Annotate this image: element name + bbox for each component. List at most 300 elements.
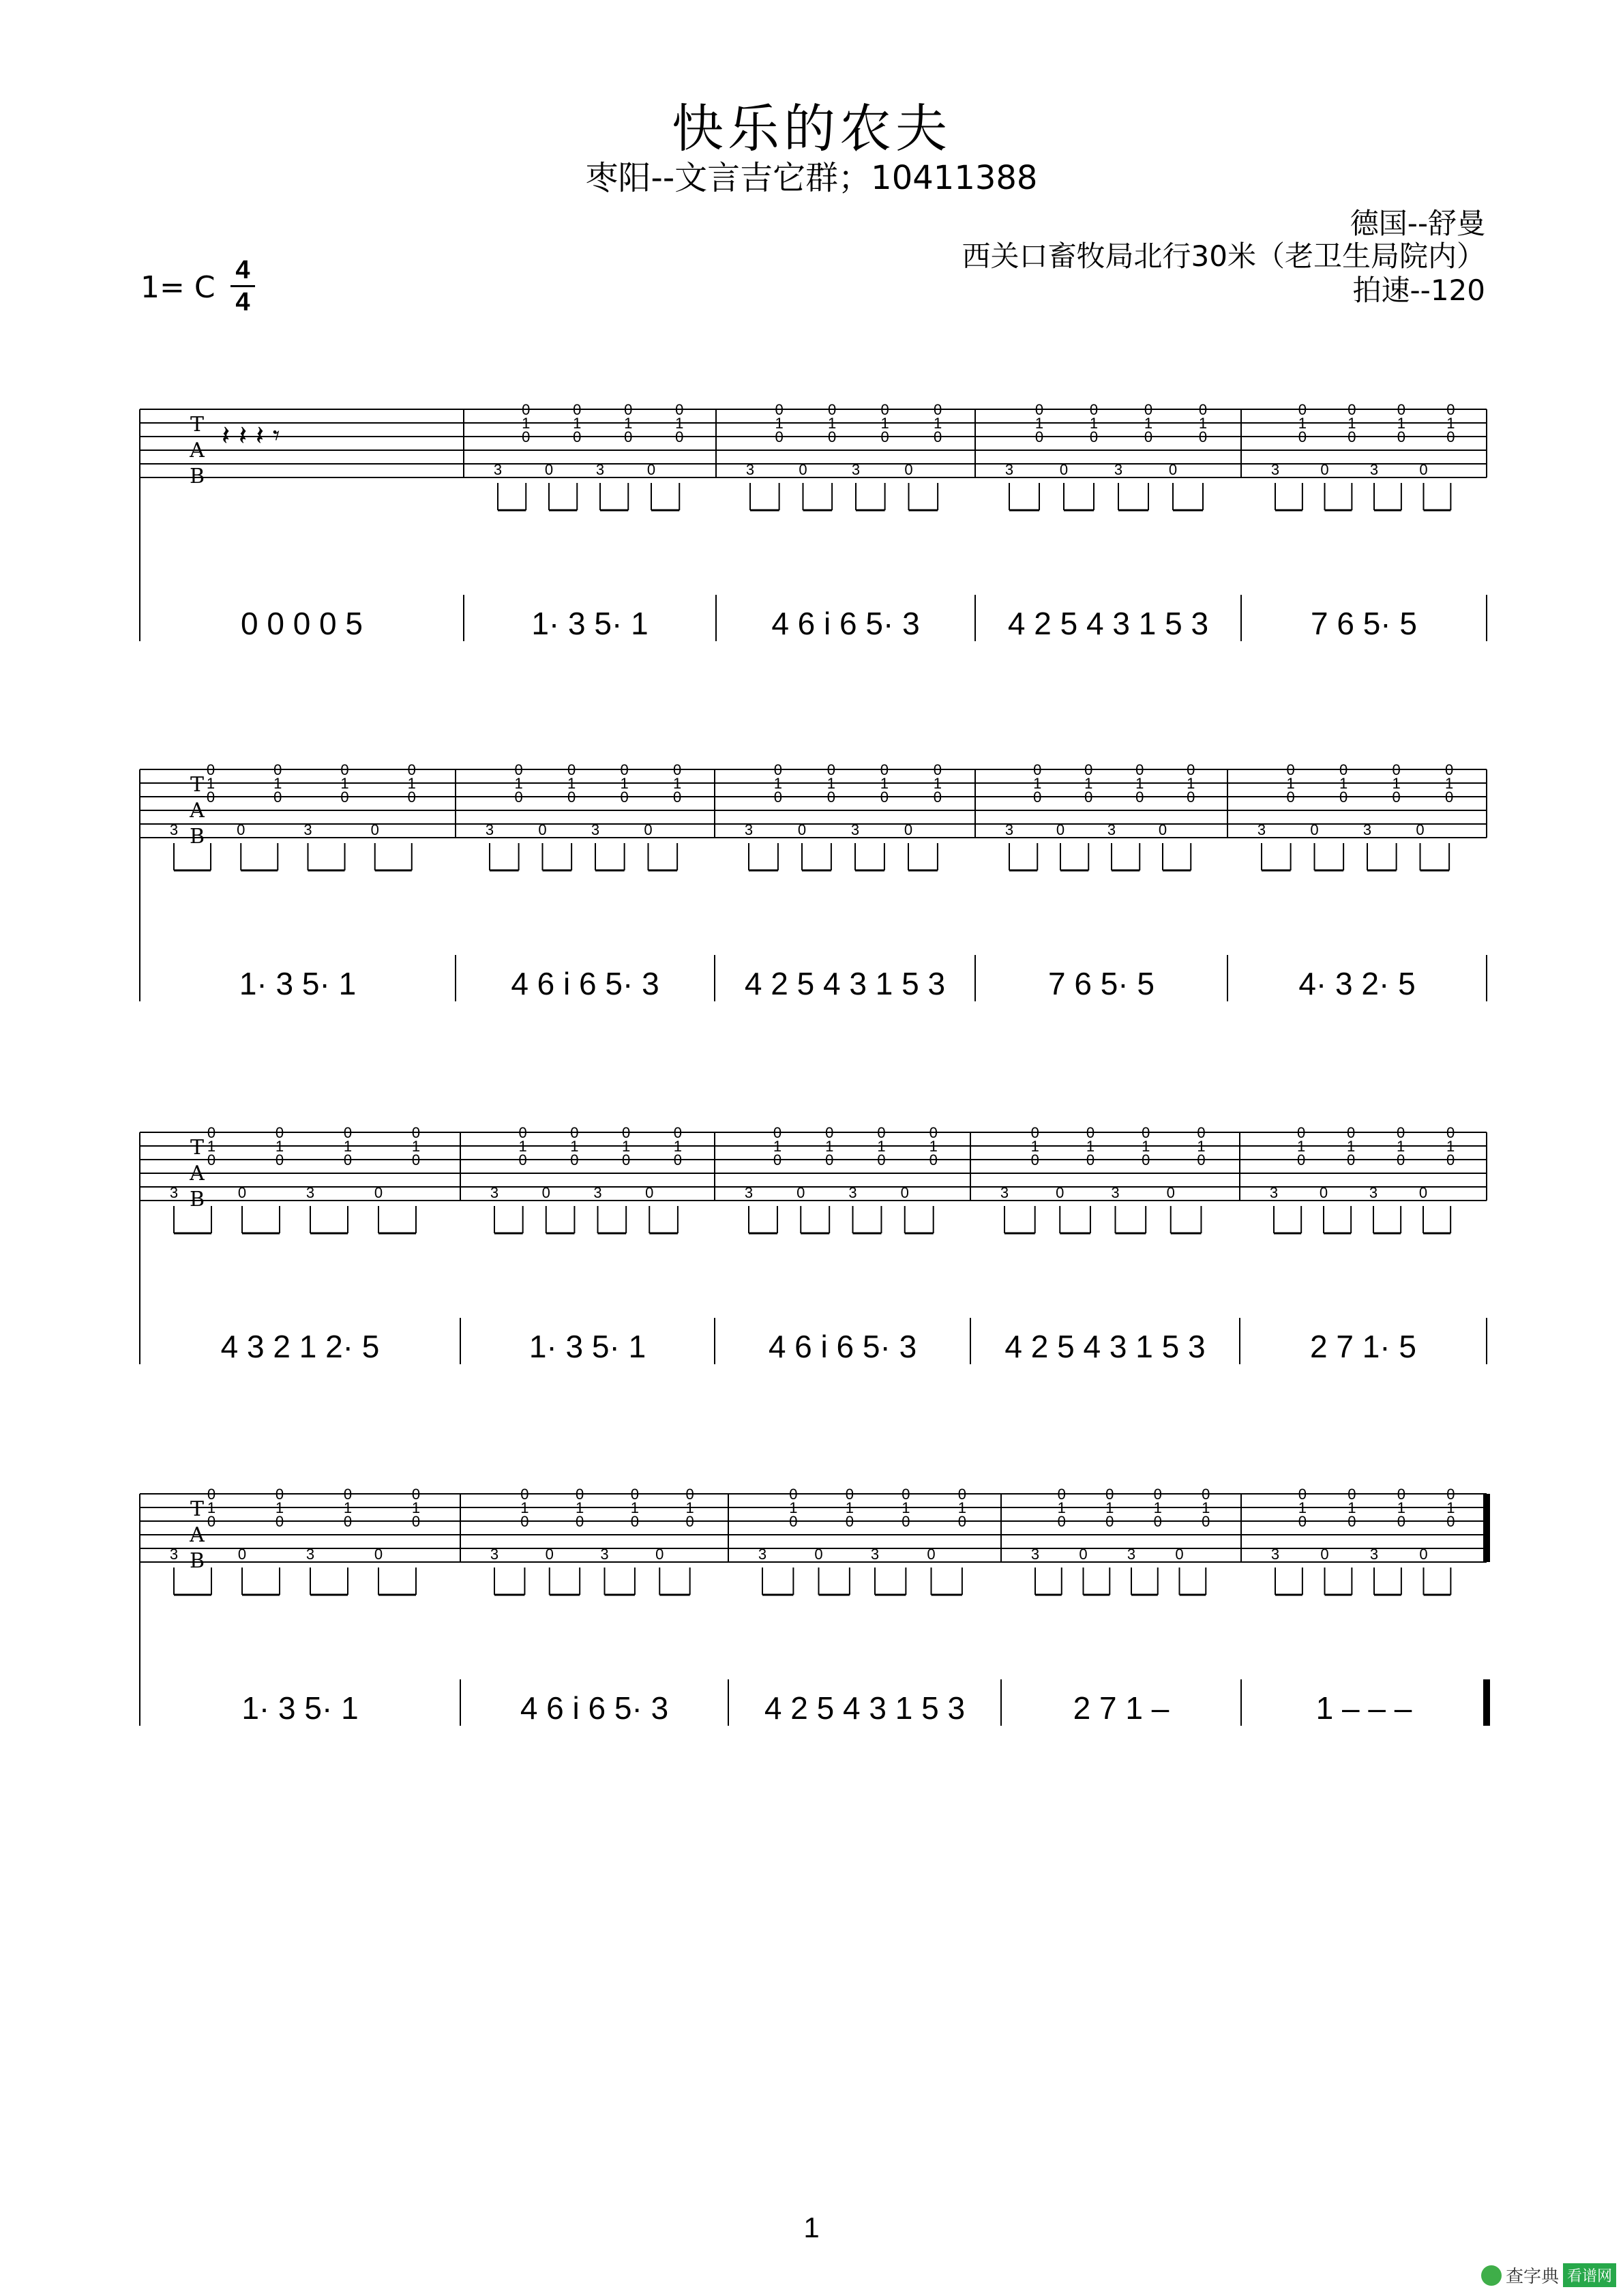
tab-fret-number: 0	[1319, 1184, 1328, 1201]
tab-fret-number: 0	[1397, 1513, 1405, 1530]
tab-fret-number: 3	[744, 1184, 754, 1201]
tab-fret-number: 1	[1084, 775, 1093, 792]
tab-fret-number: 1	[1446, 1499, 1455, 1516]
tab-fret-number: 1	[1142, 1138, 1150, 1155]
tab-fret-number: 1	[673, 1138, 683, 1155]
tab-fret-number: 3	[848, 1184, 857, 1201]
tab-fret-number: 0	[673, 1124, 683, 1141]
site-watermark	[1481, 2263, 1616, 2288]
tab-fret-number: 0	[775, 428, 784, 445]
tab-fret-number: 0	[620, 761, 629, 778]
jianpu-measure: 4 2 5 4 3 1 5 3	[1004, 1329, 1206, 1364]
tab-fret-number: 3	[169, 821, 179, 838]
tab-fret-number: 0	[1202, 1513, 1210, 1530]
tab-fret-number: 0	[1105, 1486, 1114, 1503]
tab-fret-number: 1	[275, 1499, 284, 1516]
tab-fret-number: 1	[273, 775, 282, 792]
tab-fret-number: 0	[206, 761, 215, 778]
jianpu-measure: 2 7 1 –	[1073, 1690, 1170, 1726]
tab-fret-number: 0	[567, 789, 576, 806]
tab-fret-number: 0	[520, 1486, 529, 1503]
tab-clef-letter: T	[190, 1497, 205, 1521]
tab-fret-number: 1	[624, 415, 633, 432]
tab-fret-number: 3	[493, 461, 503, 478]
tab-fret-number: 0	[929, 1151, 938, 1168]
watermark-badge: 看谱网	[1563, 2263, 1616, 2287]
jianpu-measure: 7 6 5· 5	[1048, 966, 1155, 1001]
tab-fret-number: 0	[624, 428, 633, 445]
tab-fret-number: 0	[957, 1486, 966, 1503]
tab-fret-number: 1	[1446, 1138, 1455, 1155]
tab-fret-number: 0	[773, 1124, 782, 1141]
tab-fret-number: 1	[573, 415, 582, 432]
tab-fret-number: 0	[1135, 761, 1144, 778]
tab-fret-number: 1	[567, 775, 576, 792]
tab-fret-number: 0	[1298, 1513, 1307, 1530]
tab-fret-number: 1	[1297, 1138, 1306, 1155]
tab-fret-number: 3	[850, 821, 860, 838]
tab-fret-number: 1	[1153, 1499, 1162, 1516]
tab-fret-number: 0	[845, 1486, 854, 1503]
tab-fret-number: 0	[775, 401, 784, 418]
tab-fret-number: 0	[1310, 821, 1319, 838]
tab-fret-number: 1	[343, 1499, 353, 1516]
tab-fret-number: 0	[576, 1486, 584, 1503]
tab-fret-number: 3	[1107, 821, 1116, 838]
tab-fret-number: 0	[411, 1513, 421, 1530]
tab-fret-number: 3	[306, 1546, 315, 1563]
tab-fret-number: 0	[343, 1124, 353, 1141]
tab-fret-number: 1	[1086, 1138, 1095, 1155]
tab-fret-number: 1	[1339, 775, 1348, 792]
tab-clef-letter: B	[189, 465, 205, 488]
tab-fret-number: 0	[904, 461, 913, 478]
tab-fret-number: 1	[1144, 415, 1153, 432]
jianpu-measure: 4 3 2 1 2· 5	[220, 1329, 380, 1364]
tab-fret-number: 0	[934, 401, 942, 418]
tab-fret-number: 0	[1397, 1151, 1405, 1168]
tab-fret-number: 0	[1419, 1546, 1428, 1563]
tab-fret-number: 3	[851, 461, 861, 478]
tab-fret-number: 0	[1197, 1151, 1206, 1168]
jianpu-measure: 1· 3 5· 1	[241, 1690, 359, 1726]
tab-fret-number: 0	[644, 821, 653, 838]
tab-fret-number: 0	[1347, 401, 1356, 418]
tab-fret-number: 1	[1347, 1499, 1356, 1516]
tab-fret-number: 0	[1084, 761, 1093, 778]
tab-fret-number: 0	[573, 401, 582, 418]
tab-fret-number: 0	[1347, 1151, 1356, 1168]
tab-fret-number: 0	[622, 1124, 631, 1141]
tab-fret-number: 0	[1198, 401, 1208, 418]
jianpu-measure: 4 2 5 4 3 1 5 3	[764, 1690, 966, 1726]
tab-fret-number: 0	[343, 1486, 353, 1503]
tab-fret-number: 3	[758, 1546, 767, 1563]
jianpu-measure: 1· 3 5· 1	[239, 966, 357, 1001]
address-line: 西关口畜牧局北行30米（老卫生局院内）	[962, 239, 1485, 273]
tab-fret-number: 1	[675, 415, 684, 432]
tab-fret-number: 0	[237, 1546, 247, 1563]
tab-fret-number: 0	[273, 789, 282, 806]
tab-fret-number: 3	[1114, 461, 1123, 478]
tab-fret-number: 0	[622, 1151, 631, 1168]
tab-clef-letter: A	[190, 1162, 205, 1186]
tab-fret-number: 0	[370, 821, 379, 838]
tab-fret-number: 0	[374, 1546, 383, 1563]
jianpu-measure: 2 7 1· 5	[1310, 1329, 1416, 1364]
tab-fret-number: 3	[1000, 1184, 1009, 1201]
tab-fret-number: 1	[1347, 415, 1356, 432]
tab-fret-number: 0	[522, 401, 531, 418]
tab-fret-number: 0	[1418, 1184, 1428, 1201]
jianpu-measure: 7 6 5· 5	[1311, 606, 1417, 641]
tab-fret-number: 3	[169, 1184, 179, 1201]
tab-fret-number: 0	[411, 1124, 421, 1141]
tab-fret-number: 0	[880, 761, 889, 778]
tab-fret-number: 0	[207, 1513, 216, 1530]
tab-fret-number: 1	[1135, 775, 1144, 792]
tab-fret-number: 0	[957, 1513, 966, 1530]
tab-fret-number: 0	[655, 1546, 664, 1563]
page-number: 1	[803, 2211, 820, 2243]
tab-clef-letter: A	[190, 439, 205, 462]
tab-fret-number: 0	[1105, 1513, 1114, 1530]
tab-fret-number: 0	[207, 1124, 216, 1141]
tab-fret-number: 3	[1363, 821, 1372, 838]
tab-fret-number: 1	[1202, 1499, 1210, 1516]
tab-fret-number: 1	[1397, 1138, 1405, 1155]
tab-fret-number: 1	[1286, 775, 1295, 792]
tab-fret-number: 0	[796, 1184, 805, 1201]
tab-fret-number: 0	[620, 789, 629, 806]
tab-fret-number: 3	[1369, 461, 1379, 478]
tab-fret-number: 0	[825, 1124, 834, 1141]
tab-fret-number: 0	[1419, 461, 1428, 478]
tab-fret-number: 0	[1347, 1124, 1356, 1141]
tab-fret-number: 0	[1347, 1513, 1356, 1530]
tab-fret-number: 1	[520, 1499, 529, 1516]
tab-fret-number: 0	[675, 428, 684, 445]
tab-fret-number: 0	[275, 1151, 284, 1168]
jianpu-measure: 4 2 5 4 3 1 5 3	[744, 966, 946, 1001]
tab-fret-number: 0	[1397, 1124, 1405, 1141]
tab-fret-number: 0	[1034, 428, 1044, 445]
tab-fret-number: 0	[573, 428, 582, 445]
tab-fret-number: 0	[827, 789, 836, 806]
tab-fret-number: 0	[1153, 1486, 1162, 1503]
tab-fret-number: 0	[1086, 1124, 1095, 1141]
tab-fret-number: 1	[933, 775, 942, 792]
tab-fret-number: 0	[1142, 1151, 1150, 1168]
tab-fret-number: 0	[685, 1513, 694, 1530]
tab-fret-number: 3	[1369, 1546, 1379, 1563]
tab-fret-number: 0	[1030, 1124, 1039, 1141]
tab-fret-number: 1	[685, 1499, 694, 1516]
tab-fret-number: 1	[622, 1138, 631, 1155]
tab-fret-number: 0	[343, 1151, 353, 1168]
tab-fret-number: 1	[207, 1499, 216, 1516]
tab-fret-number: 0	[1446, 1513, 1455, 1530]
tab-fret-number: 0	[1056, 1184, 1064, 1201]
jianpu-measure: 0 0 0 0 5	[240, 606, 363, 641]
tab-fret-number: 0	[1059, 461, 1069, 478]
tab-fret-number: 0	[789, 1513, 798, 1530]
tab-fret-number: 0	[1392, 761, 1401, 778]
tab-fret-number: 0	[1286, 761, 1295, 778]
tab-fret-number: 0	[275, 1486, 284, 1503]
tab-fret-number: 0	[1144, 401, 1153, 418]
tab-fret-number: 1	[929, 1138, 938, 1155]
tab-clef-letter: B	[189, 1188, 205, 1211]
tab-fret-number: 1	[789, 1499, 798, 1516]
tab-clef-letter: A	[190, 1523, 205, 1547]
tab-fret-number: 0	[1079, 1546, 1088, 1563]
tab-fret-number: 0	[789, 1486, 798, 1503]
tab-fret-number: 0	[673, 1151, 683, 1168]
tab-fret-number: 0	[1446, 401, 1455, 418]
tab-fret-number: 1	[522, 415, 531, 432]
tab-fret-number: 1	[343, 1138, 353, 1155]
tab-fret-number: 0	[1446, 1124, 1455, 1141]
tab-fret-number: 0	[541, 1184, 550, 1201]
tab-fret-number: 0	[1158, 821, 1167, 838]
time-signature-top: 4	[235, 256, 250, 284]
tab-fret-number: 0	[1416, 821, 1425, 838]
tab-fret-number: 1	[827, 775, 836, 792]
tab-fret-number: 0	[1144, 428, 1153, 445]
tab-fret-number: 1	[407, 775, 416, 792]
tab-fret-number: 0	[1339, 789, 1348, 806]
tab-fret-number: 0	[567, 761, 576, 778]
jianpu-measure: 4 6 i 6 5· 3	[768, 1329, 917, 1364]
tab-fret-number: 0	[343, 1513, 353, 1530]
tab-fret-number: 1	[1030, 1138, 1039, 1155]
tab-fret-number: 0	[1392, 789, 1401, 806]
tab-fret-number: 1	[207, 1138, 216, 1155]
tab-fret-number: 0	[624, 401, 633, 418]
tab-fret-number: 1	[773, 775, 783, 792]
jianpu-measure: 4 6 i 6 5· 3	[520, 1690, 669, 1726]
tab-fret-number: 0	[1397, 401, 1405, 418]
tab-fret-number: 0	[1142, 1124, 1150, 1141]
tab-fret-number: 1	[620, 775, 629, 792]
tab-fret-number: 0	[773, 789, 783, 806]
tab-fret-number: 3	[745, 461, 755, 478]
tab-fret-number: 3	[485, 821, 494, 838]
tab-fret-number: 0	[1298, 1486, 1307, 1503]
tab-fret-number: 1	[828, 415, 837, 432]
tab-fret-number: 0	[1297, 1124, 1306, 1141]
tab-fret-number: 1	[1197, 1138, 1206, 1155]
tab-fret-number: 1	[1105, 1499, 1114, 1516]
tab-clef-letter: T	[190, 773, 205, 797]
tab-fret-number: 3	[593, 1184, 602, 1201]
tab-fret-number: 0	[374, 1184, 383, 1201]
tab-fret-number: 3	[169, 1546, 179, 1563]
tab-fret-number: 0	[1175, 1546, 1184, 1563]
tab-fret-number: 0	[929, 1124, 938, 1141]
time-signature-bottom: 4	[235, 288, 250, 317]
tab-fret-number: 0	[880, 428, 889, 445]
tab-fret-number: 0	[1446, 1151, 1455, 1168]
tab-fret-number: 0	[1187, 761, 1195, 778]
tab-fret-number: 3	[870, 1546, 880, 1563]
tab-fret-number: 0	[685, 1486, 694, 1503]
tab-fret-number: 1	[275, 1138, 284, 1155]
tab-fret-number: 0	[1445, 761, 1454, 778]
watermark-logo-icon	[1481, 2265, 1502, 2286]
tab-fret-number: 0	[514, 761, 523, 778]
tab-fret-number: 0	[630, 1513, 640, 1530]
tab-fret-number: 0	[1202, 1486, 1210, 1503]
jianpu-measure: 1 – – –	[1315, 1690, 1412, 1726]
tab-fret-number: 0	[518, 1151, 527, 1168]
tab-fret-number: 3	[1111, 1184, 1120, 1201]
tab-fret-number: 1	[1397, 1499, 1405, 1516]
tab-fret-number: 0	[207, 1151, 216, 1168]
tab-fret-number: 0	[645, 1184, 654, 1201]
tab-clef-letter: B	[189, 1549, 205, 1573]
tab-fret-number: 0	[1286, 789, 1295, 806]
tab-fret-number: 1	[518, 1138, 527, 1155]
tab-fret-number: 1	[1034, 415, 1044, 432]
watermark-label: 查字典	[1505, 2267, 1559, 2287]
tab-fret-number: 0	[1187, 789, 1195, 806]
tab-fret-number: 1	[775, 415, 784, 432]
tab-fret-number: 0	[237, 1184, 247, 1201]
tab-fret-number: 1	[576, 1499, 584, 1516]
tab-fret-number: 3	[303, 821, 312, 838]
tab-fret-number: 3	[591, 821, 600, 838]
jianpu-measure: 4 2 5 4 3 1 5 3	[1007, 606, 1209, 641]
tab-fret-number: 3	[744, 821, 754, 838]
tab-fret-number: 0	[570, 1151, 579, 1168]
tab-fret-number: 0	[1445, 789, 1454, 806]
tab-fret-number: 1	[1033, 775, 1042, 792]
tab-fret-number: 0	[1033, 789, 1042, 806]
tab-fret-number: 0	[933, 761, 942, 778]
tab-fret-number: 1	[880, 415, 889, 432]
tab-fret-number: 0	[1057, 1486, 1066, 1503]
tab-fret-number: 3	[1270, 1546, 1280, 1563]
tab-fret-number: 1	[411, 1499, 421, 1516]
tab-fret-number: 0	[407, 761, 416, 778]
tab-fret-number: 0	[411, 1486, 421, 1503]
tab-fret-number: 0	[207, 1486, 216, 1503]
tab-fret-number: 0	[877, 1151, 886, 1168]
tab-fret-number: 0	[538, 821, 547, 838]
tab-fret-number: 1	[340, 775, 349, 792]
tab-fret-number: 1	[673, 775, 682, 792]
tab-fret-number: 0	[514, 789, 523, 806]
tab-fret-number: 3	[595, 461, 605, 478]
tab-fret-number: 3	[1030, 1546, 1040, 1563]
tab-fret-number: 1	[1187, 775, 1195, 792]
tab-fret-number: 0	[646, 461, 656, 478]
tab-fret-number: 0	[1089, 401, 1099, 418]
tab-fret-number: 0	[814, 1546, 823, 1563]
tab-fret-number: 0	[1397, 1486, 1405, 1503]
tab-fret-number: 0	[828, 428, 837, 445]
tab-fret-number: 0	[1034, 401, 1044, 418]
tab-fret-number: 1	[1446, 415, 1455, 432]
tab-fret-number: 0	[773, 1151, 782, 1168]
tab-fret-number: 0	[630, 1486, 640, 1503]
tab-fret-number: 0	[275, 1513, 284, 1530]
tab-fret-number: 1	[1057, 1499, 1066, 1516]
jianpu-measure: 1· 3 5· 1	[531, 606, 649, 641]
tab-fret-number: 0	[797, 821, 807, 838]
tab-fret-number: 1	[1445, 775, 1454, 792]
tab-fret-number: 1	[934, 415, 942, 432]
tab-fret-number: 1	[1298, 415, 1307, 432]
tab-fret-number: 0	[1397, 428, 1405, 445]
tab-fret-number: 3	[490, 1546, 499, 1563]
tab-fret-number: 0	[827, 761, 836, 778]
tab-fret-number: 0	[520, 1513, 529, 1530]
tab-fret-number: 3	[1369, 1184, 1378, 1201]
tab-fret-number: 1	[1392, 775, 1401, 792]
tab-fret-number: 3	[1270, 461, 1280, 478]
tab-fret-number: 1	[1298, 1499, 1307, 1516]
tab-fret-number: 0	[1086, 1151, 1095, 1168]
tab-fret-number: 0	[1320, 1546, 1329, 1563]
tab-fret-number: 1	[1347, 1138, 1356, 1155]
tab-fret-number: 0	[673, 789, 682, 806]
tab-fret-number: 1	[206, 775, 215, 792]
tab-fret-number: 0	[1198, 428, 1208, 445]
tab-fret-number: 0	[1056, 821, 1065, 838]
tab-fret-number: 3	[1004, 821, 1014, 838]
tab-fret-number: 1	[1397, 415, 1405, 432]
tab-fret-number: 0	[900, 1184, 909, 1201]
tab-fret-number: 3	[600, 1546, 609, 1563]
tab-fret-number: 0	[902, 1513, 910, 1530]
tab-fret-number: 0	[522, 428, 531, 445]
tab-fret-number: 0	[237, 821, 245, 838]
song-title: 快乐的农夫	[672, 98, 951, 159]
tab-fret-number: 0	[877, 1124, 886, 1141]
jianpu-measure: 4 6 i 6 5· 3	[771, 606, 920, 641]
tab-fret-number: 0	[576, 1513, 584, 1530]
tab-fret-number: 1	[630, 1499, 640, 1516]
tab-fret-number: 0	[411, 1151, 421, 1168]
tab-fret-number: 1	[902, 1499, 910, 1516]
tab-fret-number: 0	[1347, 1486, 1356, 1503]
tab-fret-number: 0	[1033, 761, 1042, 778]
tab-clef-letter: T	[190, 1136, 205, 1160]
tab-fret-number: 0	[1446, 1486, 1455, 1503]
tab-fret-number: 3	[490, 1184, 499, 1201]
jianpu-measure: 4· 3 2· 5	[1298, 966, 1416, 1001]
tab-fret-number: 0	[1057, 1513, 1066, 1530]
tab-fret-number: 1	[514, 775, 523, 792]
tab-fret-number: 0	[1298, 401, 1307, 418]
composer-line: 德国--舒曼	[1350, 207, 1485, 240]
tab-fret-number: 0	[828, 401, 837, 418]
tab-fret-number: 3	[1004, 461, 1014, 478]
tab-fret-number: 0	[1166, 1184, 1175, 1201]
tab-fret-number: 0	[927, 1546, 936, 1563]
tab-fret-number: 0	[799, 461, 807, 478]
tab-fret-number: 0	[340, 761, 349, 778]
tab-fret-number: 0	[545, 1546, 554, 1563]
tab-fret-number: 0	[1153, 1513, 1162, 1530]
tab-fret-number: 3	[306, 1184, 315, 1201]
tab-fret-number: 3	[1127, 1546, 1136, 1563]
tab-fret-number: 0	[1135, 789, 1144, 806]
jianpu-measure: 4 6 i 6 5· 3	[511, 966, 659, 1001]
